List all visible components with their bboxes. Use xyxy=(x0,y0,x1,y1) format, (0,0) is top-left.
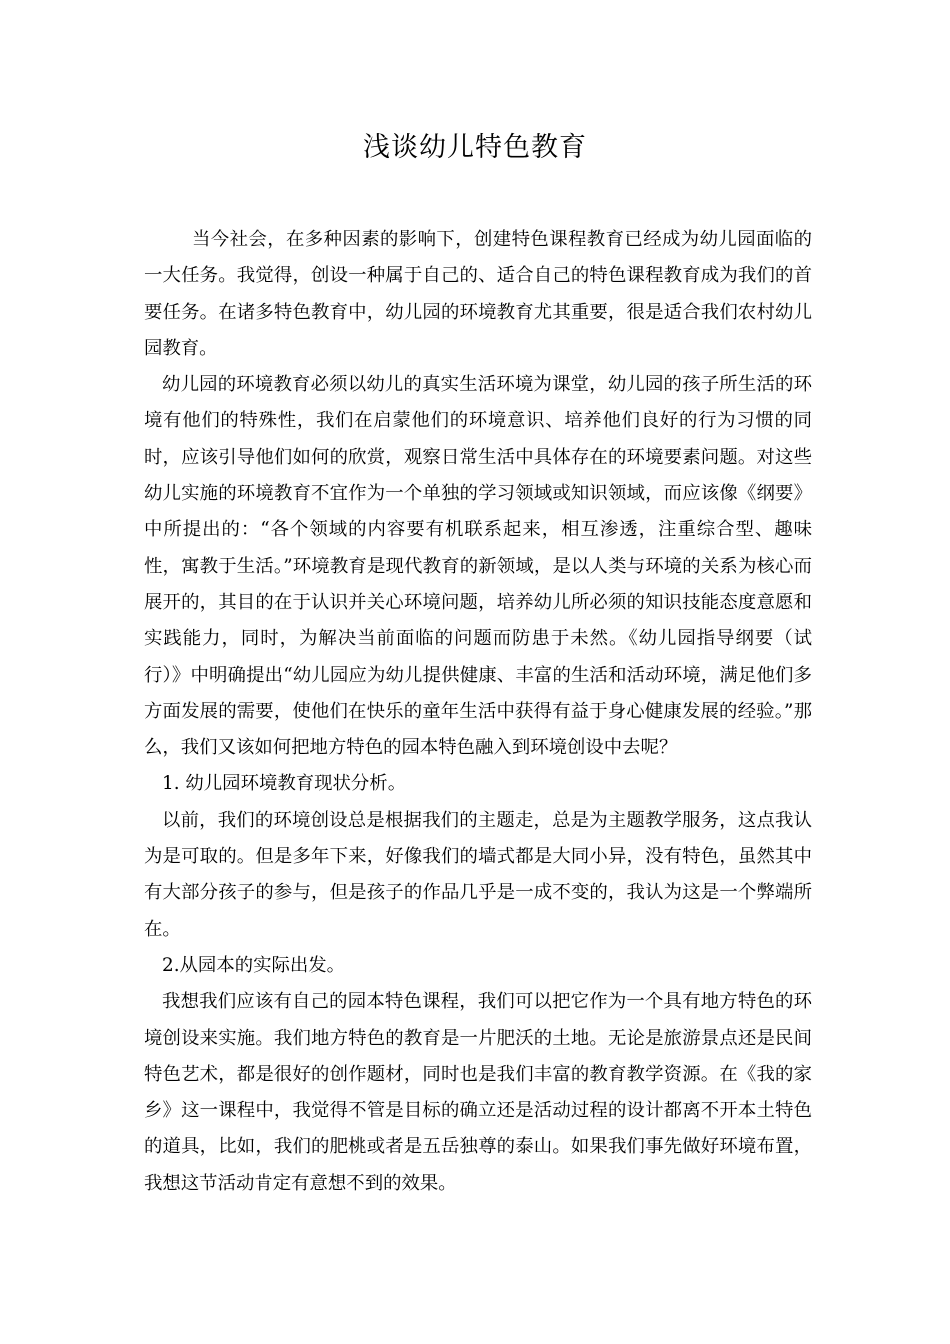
document-title: 浅谈幼儿特色教育 xyxy=(363,132,587,163)
paragraph-practical-start: 我想我们应该有自己的园本特色课程，我们可以把它作为一个具有地方特色的环境创设来实施。我们地方特色的教育是一片肥沃的土地。无论是旅游景点还是民间特色艺术，都是很好的创作题材，同时也是我们丰富的教育教学资源。在《我的家乡》这一课程中，我觉得不管是目标的确立还是活动过程的设计都离不开本土特色的道具，比如，我们的肥桃或者是五岳独尊的泰山。如果我们事先做好环境布置，我想这节活动肯定有意想不到的效果。 xyxy=(144,991,812,1194)
section-heading-practical-start: 2.从园本的实际出发。 xyxy=(162,954,346,976)
paragraph-environment-education: 幼儿园的环境教育必须以幼儿的真实生活环境为课堂，幼儿园的孩子所生活的环境有他们的特殊性，我们在启蒙他们的环境意识、培养他们良好的行为习惯的同时，应该引导他们如何的欣赏，观察日常生活中具体存在的环境要素问题。对这些幼儿实施的环境教育不宜作为一个单独的学习领域或知识领域，而应该像《纲要》中所提出的：“各个领域的内容要有机联系起来，相互渗透，注重综合型、趣味性，寓教于生活。”环境教育是现代教育的新领域，是以人类与环境的关系为核心而展开的，其目的在于认识并关心环境问题，培养幼儿所必须的知识技能态度意愿和实践能力，同时，为解决当前面临的问题而防患于未然。《幼儿园指导纲要（试行）》中明确提出“幼儿园应为幼儿提供健康、丰富的生活和活动环境，满足他们多方面发展的需要，使他们在快乐的童年生活中获得有益于身心健康发展的经验。”那么，我们又该如何把地方特色的园本特色融入到环境创设中去呢？ xyxy=(144,374,812,759)
document-body xyxy=(144,222,812,1202)
paragraph-current-status: 以前，我们的环境创设总是根据我们的主题走，总是为主题教学服务，这点我认为是可取的。但是多年下来，好像我们的墙式都是大同小异，没有特色，虽然其中有大部分孩子的参与，但是孩子的作品几乎是一成不变的，我认为这是一个弊端所在。 xyxy=(144,809,812,940)
section-heading-current-status: 1. 幼儿园环境教育现状分析。 xyxy=(162,773,407,795)
paragraph-intro: 当今社会，在多种因素的影响下，创建特色课程教育已经成为幼儿园面临的一大任务。我觉得，创设一种属于自己的、适合自己的特色课程教育成为我们的首要任务。在诸多特色教育中，幼儿园的环境教育尤其重要，很是适合我们农村幼儿园教育。 xyxy=(144,229,812,359)
